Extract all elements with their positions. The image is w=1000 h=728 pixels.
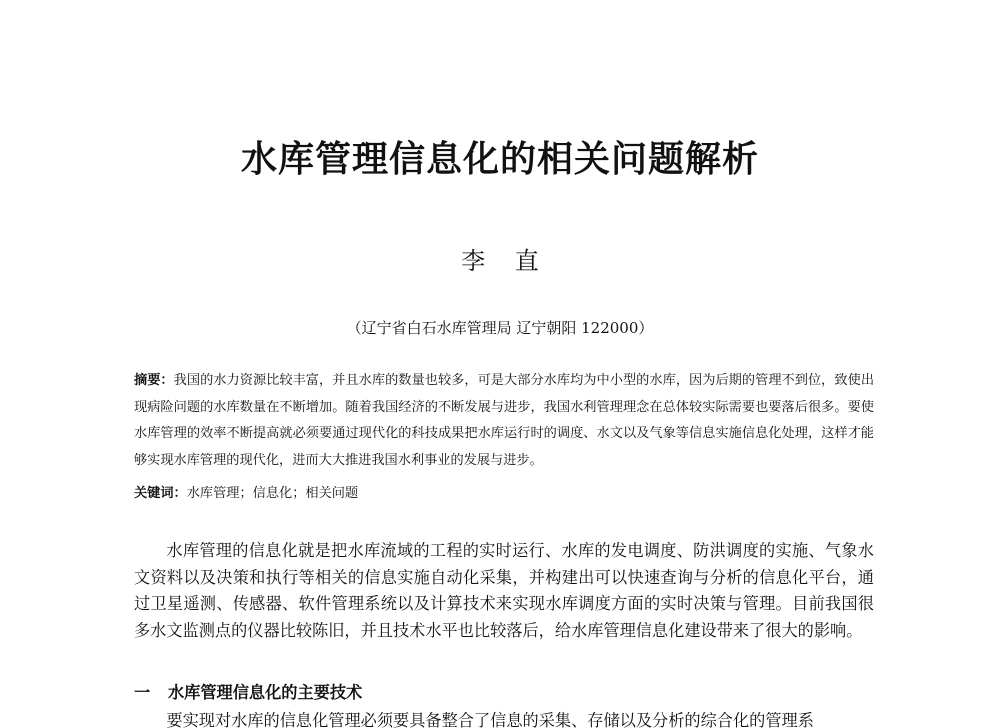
section-number: 一 (134, 683, 151, 702)
abstract-block (134, 368, 874, 475)
section-heading-1 (134, 680, 874, 706)
body-paragraph-1: 水库管理的信息化就是把水库流域的工程的实时运行、水库的发电调度、防洪调度的实施、气象水文资料以及决策和执行等相关的信息实施自动化采集，并构建出可以快速查询与分析的信息化平台，通过卫星遥测、传感器、软件管理系统以及计算技术来实现水库调度方面的实时决策与管理。目前我国很多水文监测点的仪器比较陈旧，并且技术水平也比较落后，给水库管理信息化建设带来了很大的影响。 (134, 541, 874, 640)
author-name: 李 直 (461, 247, 539, 275)
abstract-text: 我国的水力资源比较丰富，并且水库的数量也较多，可是大部分水库均为中小型的水库，因为后期的管理不到位，致使出现病险问题的水库数量在不断增加。随着我国经济的不断发展与进步，我国水利管理理念在总体较实际需要也要落后很多。要使水库管理的效率不断提高就必须要通过现代化的科技成果把水库运行时的调度、水文以及气象等信息实施信息化处理，这样才能够实现水库管理的现代化，进而大大推进我国水利事业的发展与进步。 (134, 373, 875, 469)
section-title: 水库管理信息化的主要技术 (168, 683, 363, 702)
keywords-block (134, 481, 874, 507)
keywords-text: 水库管理；信息化；相关问题 (186, 486, 359, 501)
body-paragraph-2: 要实现对水库的信息化管理必须要具备整合了信息的采集、存储以及分析的综合化的管理系 (166, 711, 814, 728)
paper-title: 水库管理信息化的相关问题解析 (240, 139, 759, 180)
abstract-label: 摘要： (134, 373, 174, 388)
author-affiliation: （辽宁省白石水库管理局 辽宁朝阳 122000） (346, 319, 654, 337)
keywords-label: 关键词： (134, 486, 187, 501)
